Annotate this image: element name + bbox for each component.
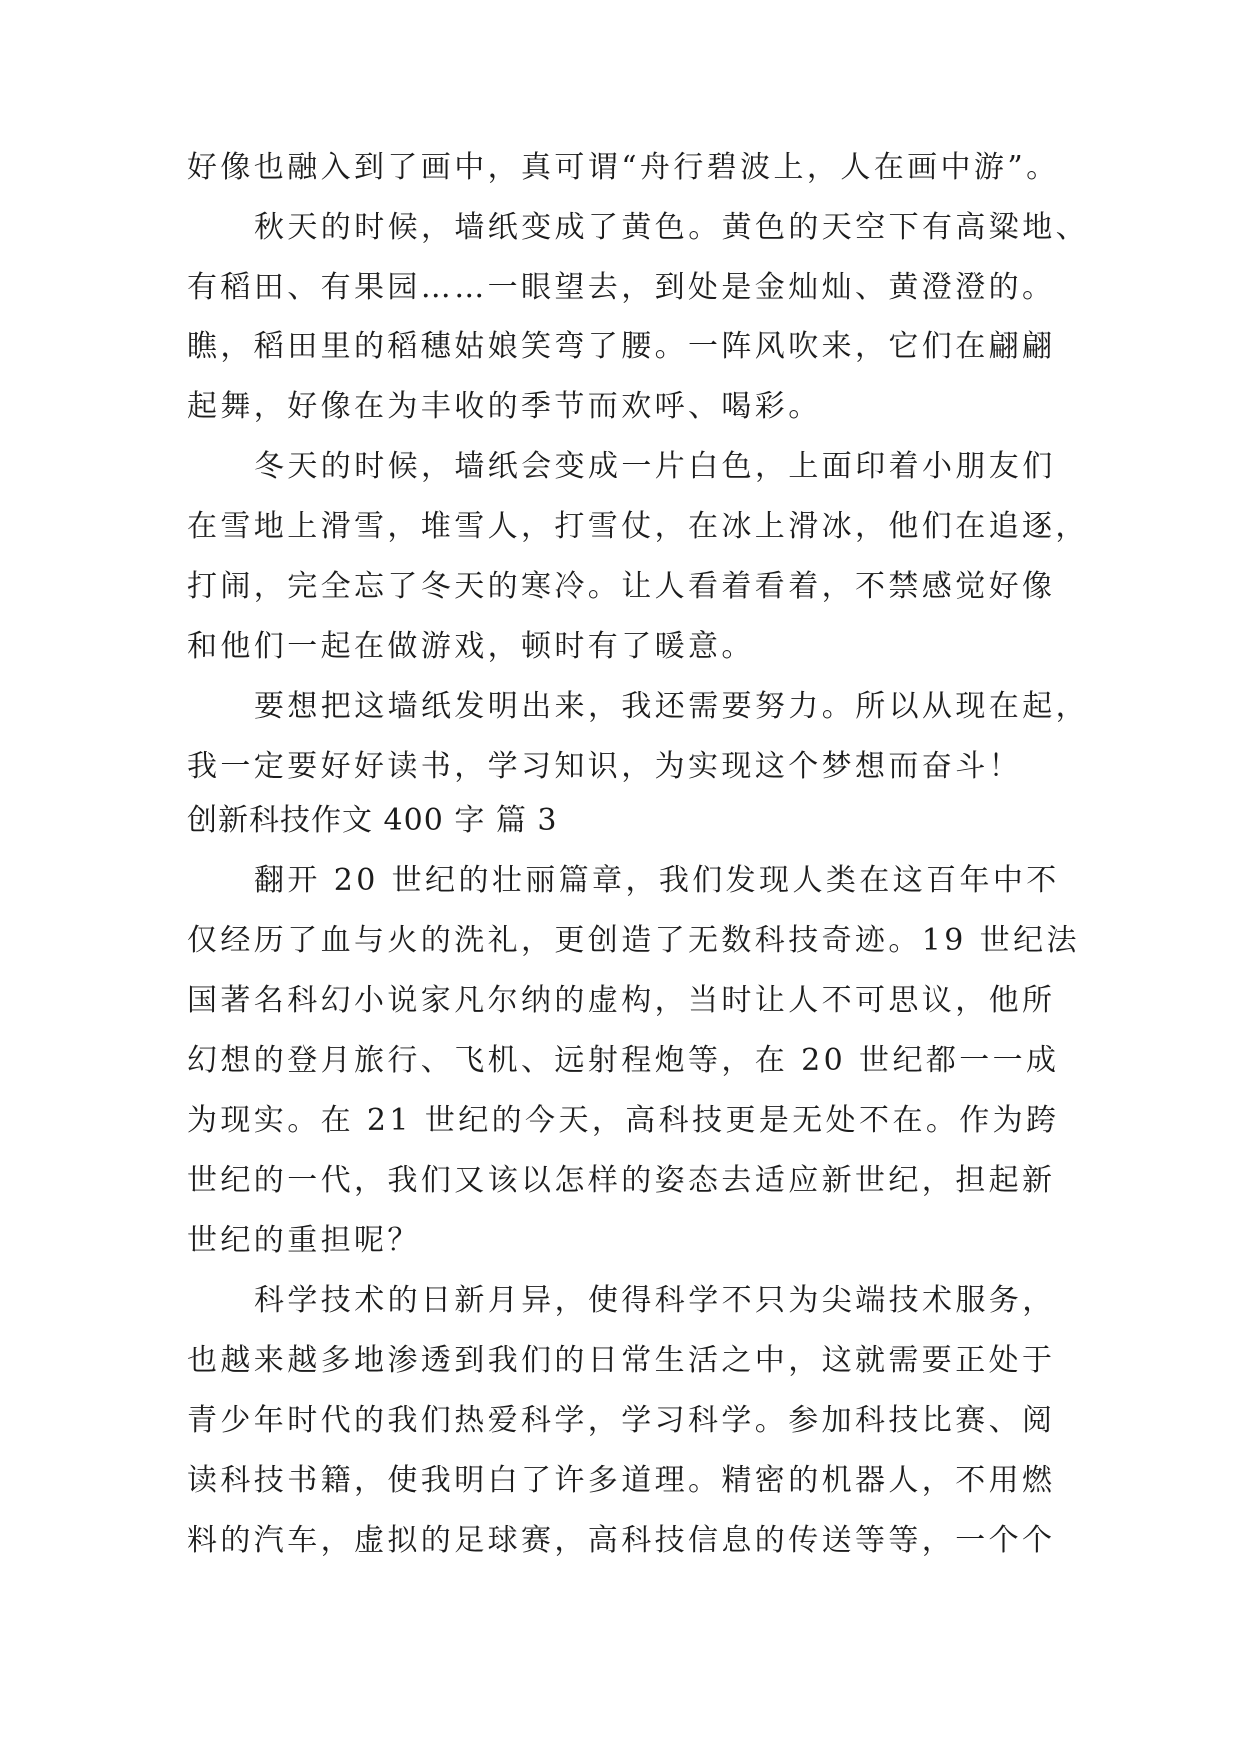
text-line: 也越来越多地渗透到我们的日常生活之中，这就需要正处于: [187, 1343, 1056, 1378]
paragraph-first-line: 翻开 20 世纪的壮丽篇章，我们发现人类在这百年中不: [254, 863, 1060, 898]
text-line: 我一定要好好读书，学习知识，为实现这个梦想而奋斗！: [187, 749, 1022, 784]
text-line: 在雪地上滑雪，堆雪人，打雪仗，在冰上滑冰，他们在追逐，: [187, 509, 1089, 544]
text-line: 世纪的一代，我们又该以怎样的姿态去适应新世纪，担起新: [187, 1163, 1056, 1198]
text-line: 世纪的重担呢？: [187, 1223, 421, 1258]
text-line: 读科技书籍，使我明白了许多道理。精密的机器人，不用燃: [187, 1463, 1056, 1498]
text-line: 有稻田、有果园……一眼望去，到处是金灿灿、黄澄澄的。: [187, 270, 1056, 305]
paragraph-first-line: 要想把这墙纸发明出来，我还需要努力。所以从现在起，: [254, 689, 1089, 724]
text-line: 仅经历了血与火的洗礼，更创造了无数科技奇迹。19 世纪法: [187, 923, 1080, 958]
paragraph-first-line: 科学技术的日新月异，使得科学不只为尖端技术服务，: [254, 1283, 1056, 1318]
text-line: 瞧，稻田里的稻穗姑娘笑弯了腰。一阵风吹来，它们在翩翩: [187, 329, 1056, 364]
text-line: 打闹，完全忘了冬天的寒冷。让人看着看着，不禁感觉好像: [187, 569, 1056, 604]
text-line: 为现实。在 21 世纪的今天，高科技更是无处不在。作为跨: [187, 1103, 1060, 1138]
text-line: 青少年时代的我们热爱科学，学习科学。参加科技比赛、阅: [187, 1403, 1056, 1438]
text-line: 和他们一起在做游戏，顿时有了暖意。: [187, 629, 755, 664]
text-line: 国著名科幻小说家凡尔纳的虚构，当时让人不可思议，他所: [187, 983, 1056, 1018]
text-line: 起舞，好像在为丰收的季节而欢呼、喝彩。: [187, 389, 822, 424]
section-heading: 创新科技作文 400 字 篇 3: [187, 803, 558, 838]
paragraph-first-line: 冬天的时候，墙纸会变成一片白色，上面印着小朋友们: [254, 449, 1056, 484]
paragraph-first-line: 秋天的时候，墙纸变成了黄色。黄色的天空下有高粱地、: [254, 210, 1089, 245]
text-line: 料的汽车，虚拟的足球赛，高科技信息的传送等等，一个个: [187, 1523, 1056, 1558]
text-line: 好像也融入到了画中，真可谓“舟行碧波上，人在画中游”。: [187, 150, 1060, 185]
text-line: 幻想的登月旅行、飞机、远射程炮等，在 20 世纪都一一成: [187, 1043, 1060, 1078]
